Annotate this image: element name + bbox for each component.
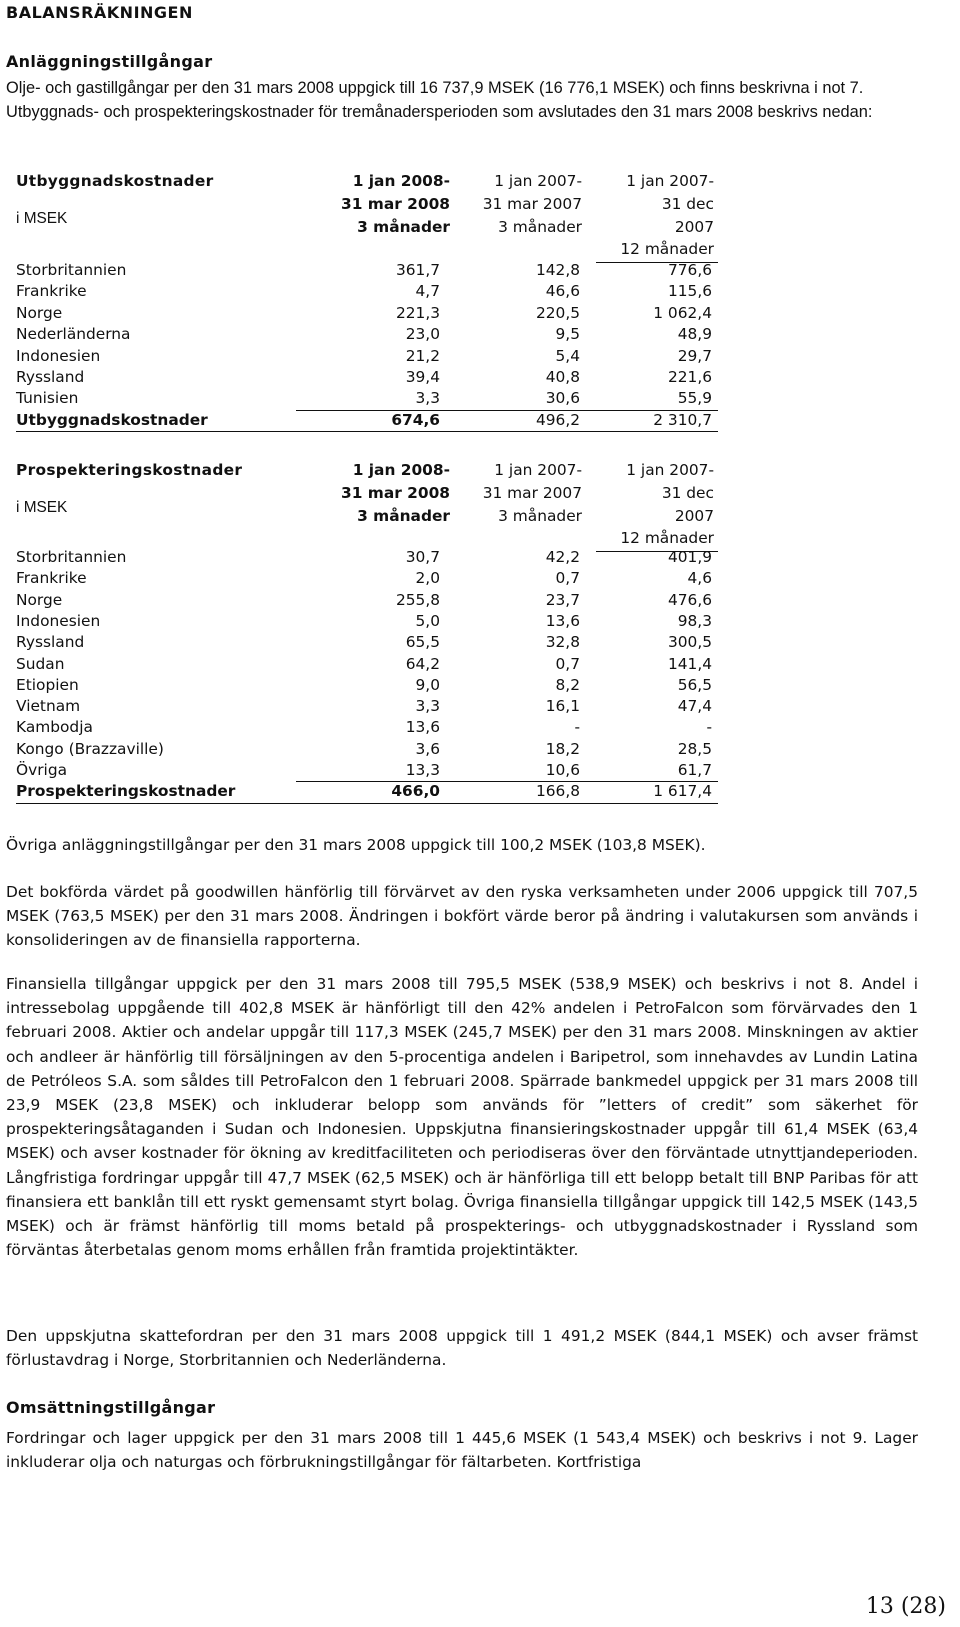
value-2007-q1: 30,6 <box>545 389 580 408</box>
value-2007-full-year: 476,6 <box>667 590 712 609</box>
row-label: Etiopien <box>16 675 79 694</box>
value-2007-full-year: 48,9 <box>677 325 712 344</box>
value-2007-q1: 496,2 <box>535 410 580 429</box>
intro-paragraph: Olje- och gastillgångar per den 31 mars 2008 uppgick till 16 737,9 MSEK (16 776,1 MSEK) och finns beskrivna i not 7. Utbyggnads- och prospekteringskostnader för tremånadersperioden som avslutades den 31 mars 2008 beskrivs nedan: <box>6 79 873 121</box>
row-label: Vietnam <box>16 697 81 716</box>
value-2007-full-year: 115,6 <box>667 282 712 301</box>
row-label: Ryssland <box>16 368 85 386</box>
value-2008-q1: 3,3 <box>415 697 440 716</box>
row-label: Norge <box>16 303 63 322</box>
value-2008-q1: 3,3 <box>415 389 440 408</box>
col1-header-line2: 31 mar 2008 <box>341 484 450 502</box>
value-2007-full-year: 28,5 <box>677 739 712 758</box>
paragraph-deferred-tax: Den uppskjutna skattefordran per den 31 mars 2008 uppgick till 1 491,2 MSEK (844,1 MSEK) och avser främst förlustavdrag i Norge, Storbritannien och Nederländerna. <box>6 1327 918 1370</box>
col1-header-line3: 3 månader <box>357 507 450 525</box>
col2-header-line3: 3 månader <box>498 218 582 236</box>
value-2007-full-year: 221,6 <box>667 368 712 386</box>
value-2007-q1: 40,8 <box>545 368 580 386</box>
col3-header-line1: 1 jan 2007- <box>626 172 714 190</box>
row-label: Indonesien <box>16 611 101 630</box>
value-2008-q1: 5,0 <box>415 611 440 630</box>
table-unit: i MSEK <box>16 210 68 227</box>
value-2008-q1: 30,7 <box>405 548 440 566</box>
table-row <box>16 591 728 612</box>
value-2008-q1: 21,2 <box>405 346 440 365</box>
table-row <box>16 697 728 718</box>
value-2007-q1: 8,2 <box>555 675 580 694</box>
table-total-row <box>16 411 728 432</box>
row-label: Storbritannien <box>16 261 127 279</box>
row-label: Nederländerna <box>16 325 131 344</box>
value-2007-full-year: 300,5 <box>667 633 712 652</box>
value-2007-full-year: 47,4 <box>677 697 712 716</box>
value-2007-q1: 46,6 <box>545 282 580 301</box>
page-number: 13 (28) <box>865 1594 946 1619</box>
col2-header-line3: 3 månader <box>498 507 582 525</box>
table-unit: i MSEK <box>16 499 68 516</box>
value-2007-full-year: 1 617,4 <box>653 782 712 801</box>
value-2007-full-year: 29,7 <box>677 346 712 365</box>
row-label: Prospekteringskostnader <box>16 782 236 801</box>
section-heading-fixed-assets: Anläggningstillgångar <box>6 52 213 71</box>
table-row <box>16 676 728 697</box>
col1-header-line2: 31 mar 2008 <box>341 195 450 213</box>
row-label: Norge <box>16 590 63 609</box>
table-row <box>16 548 728 569</box>
table-title: Utbyggnadskostnader <box>16 172 214 190</box>
row-label: Kambodja <box>16 718 93 737</box>
value-2007-q1: 0,7 <box>555 654 580 673</box>
paragraph-other-fixed-assets: Övriga anläggningstillgångar per den 31 mars 2008 uppgick till 100,2 MSEK (103,8 MSEK). <box>6 836 706 854</box>
value-2007-full-year: 401,9 <box>667 548 712 566</box>
value-2008-q1: 466,0 <box>391 782 440 801</box>
value-2008-q1: 9,0 <box>415 675 440 694</box>
value-2008-q1: 361,7 <box>395 261 440 279</box>
col3-header-line4: 12 månader <box>620 240 714 258</box>
value-2008-q1: 3,6 <box>415 739 440 758</box>
value-2008-q1: 65,5 <box>405 633 440 652</box>
value-2007-q1: 18,2 <box>545 739 580 758</box>
value-2008-q1: 13,6 <box>405 718 440 737</box>
value-2007-full-year: 4,6 <box>687 569 712 588</box>
row-label: Tunisien <box>16 389 79 408</box>
value-2008-q1: 4,7 <box>415 282 440 301</box>
col3-header-line3: 2007 <box>674 507 714 525</box>
col2-header-line2: 31 mar 2007 <box>482 195 582 213</box>
table-row <box>16 282 728 303</box>
row-label: Utbyggnadskostnader <box>16 410 208 429</box>
table-row <box>16 761 728 782</box>
table-row <box>16 740 728 761</box>
table-row <box>16 655 728 676</box>
table-title: Prospekteringskostnader <box>16 461 243 479</box>
table-row <box>16 304 728 325</box>
table-row <box>16 261 728 282</box>
value-2008-q1: 13,3 <box>405 761 440 779</box>
value-2008-q1: 221,3 <box>395 303 440 322</box>
value-2008-q1: 2,0 <box>415 569 440 588</box>
paragraph-financial-assets: Finansiella tillgångar uppgick per den 31 mars 2008 till 795,5 MSEK (538,9 MSEK) och beskrivs i not 8. Andel i intressebolag uppgående till 402,8 MSEK är hänförligt till den 42% andelen i PetroFalcon som förvärvades den 1 februari 2008. Aktier och andelar uppgår till 117,3 MSEK (245,7 MSEK) per den 31 mars 2008. Minskningen av aktier och andleer är hänförlig till försäljningen av den 5-procentiga andelen i Baripetrol, som innehavdes av Lundin Latina de Petróleos S.A. som såldes till PetroFalcon den 1 februari 2008. Spärrade bankmedel uppgick per 31 mars 2008 till 23,9 MSEK (23,8 MSEK) och inkluderar belopp som används för ”letters of credit” som säkerhet för prospekteringsåtaganden i Sudan och Indonesien. Uppskjutna finansieringskostnader uppgår till 61,4 MSEK (63,4 MSEK) och avser kostnader för ökning av kreditfaciliteten och periodiseras över den förväntade utnyttjandeperioden. Långfristiga fordringar uppgår till 47,7 MSEK (62,5 MSEK) och är hänförliga till ett belopp betalt till BNP Paribas för att finansiera ett banklån till ett ryskt gemensamt styrt bolag. Övriga finansiella tillgångar uppgick till 142,5 MSEK (143,5 MSEK) och är främst hänförlig till moms betald på prospekterings- och utbyggnadskostnader i Ryssland som förväntas återbetalas genom moms erhållen från framtida projektintäkter. <box>6 975 918 1260</box>
col3-header-line2: 31 dec <box>661 484 714 502</box>
value-2007-full-year: 56,5 <box>677 675 712 694</box>
value-2007-q1: 220,5 <box>535 303 580 322</box>
value-2008-q1: 64,2 <box>405 654 440 673</box>
value-2008-q1: 39,4 <box>405 368 440 386</box>
value-2007-full-year: 61,7 <box>677 761 712 779</box>
value-2007-q1: 10,6 <box>545 761 580 779</box>
col3-header-line4: 12 månader <box>620 529 714 547</box>
table-row <box>16 612 728 633</box>
row-label: Frankrike <box>16 569 87 588</box>
value-2007-q1: 23,7 <box>545 590 580 609</box>
table-row <box>16 633 728 654</box>
row-label: Övriga <box>16 761 68 779</box>
value-2007-full-year: - <box>706 718 712 737</box>
value-2007-q1: 16,1 <box>545 697 580 716</box>
value-2007-q1: 32,8 <box>545 633 580 652</box>
value-2008-q1: 23,0 <box>405 325 440 344</box>
table-row <box>16 389 728 410</box>
value-2007-full-year: 141,4 <box>667 654 712 673</box>
col3-header-line3: 2007 <box>674 218 714 236</box>
value-2008-q1: 255,8 <box>395 590 440 609</box>
value-2007-q1: 13,6 <box>545 611 580 630</box>
value-2007-full-year: 2 310,7 <box>653 410 712 429</box>
col3-header-line2: 31 dec <box>661 195 714 213</box>
table-total-row <box>16 782 728 803</box>
table-row <box>16 325 728 346</box>
col1-header-line1: 1 jan 2008- <box>352 461 450 479</box>
col1-header-line1: 1 jan 2008- <box>352 172 450 190</box>
value-2007-q1: 0,7 <box>555 569 580 588</box>
page-title: BALANSRÄKNINGEN <box>6 3 193 22</box>
col2-header-line2: 31 mar 2007 <box>482 484 582 502</box>
row-label: Sudan <box>16 654 65 673</box>
value-2007-full-year: 98,3 <box>677 611 712 630</box>
table-row <box>16 347 728 368</box>
value-2007-full-year: 776,6 <box>667 261 712 279</box>
col2-header-line1: 1 jan 2007- <box>494 172 582 190</box>
table-row <box>16 718 728 739</box>
row-label: Frankrike <box>16 282 87 301</box>
col2-header-line1: 1 jan 2007- <box>494 461 582 479</box>
col3-header-line1: 1 jan 2007- <box>626 461 714 479</box>
row-label: Storbritannien <box>16 548 127 566</box>
value-2007-q1: 42,2 <box>545 548 580 566</box>
value-2007-q1: 5,4 <box>555 346 580 365</box>
value-2007-full-year: 55,9 <box>677 389 712 408</box>
col1-header-line3: 3 månader <box>357 218 450 236</box>
paragraph-goodwill: Det bokförda värdet på goodwillen hänförlig till förvärvet av den ryska verksamheten under 2006 uppgick till 707,5 MSEK (763,5 MSEK) per den 31 mars 2008. Ändringen i bokfört värde beror på ändring i valutakursen som används i konsolideringen av de finansiella rapporterna. <box>6 883 918 950</box>
value-2007-q1: 142,8 <box>535 261 580 279</box>
table-row <box>16 368 728 389</box>
row-label: Indonesien <box>16 346 101 365</box>
table-row <box>16 569 728 590</box>
paragraph-current-assets: Fordringar och lager uppgick per den 31 mars 2008 till 1 445,6 MSEK (1 543,4 MSEK) och beskrivs i not 9. Lager inkluderar olja och naturgas och förbrukningstillgångar för fältarbeten. Kortfristiga <box>6 1429 918 1472</box>
section-heading-current-assets: Omsättningstillgångar <box>6 1398 216 1417</box>
bottom-rule <box>16 431 718 432</box>
row-label: Ryssland <box>16 633 85 652</box>
value-2007-q1: - <box>574 718 580 737</box>
value-2007-q1: 166,8 <box>535 782 580 801</box>
value-2007-q1: 9,5 <box>555 325 580 344</box>
value-2007-full-year: 1 062,4 <box>653 303 712 322</box>
bottom-rule <box>16 803 718 804</box>
value-2008-q1: 674,6 <box>391 410 440 429</box>
row-label: Kongo (Brazzaville) <box>16 739 164 758</box>
